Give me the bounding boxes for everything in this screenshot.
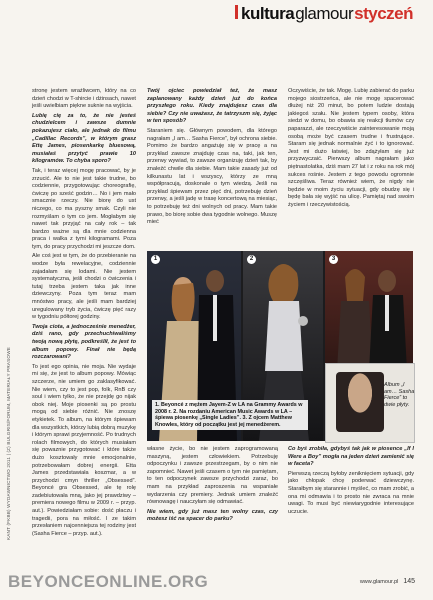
photo-with-father (325, 251, 413, 371)
header-month: styczeń (354, 4, 413, 23)
question-paragraph: Lubię cię za to, że nie jesteś chudzielcem i zawsze dumnie pokazujesz ciało, ale jednak do filmu „Cadillac Records”, w którym grasz Ettę James, piosenkarkę bluesową, musiałaś przytyć prawie 10 kilogramów. To chyba sporo? (32, 112, 136, 165)
answer-paragraph: To jest ego opinia, nie moja. Nie wydaje mi się, że jest to album popowy. Mówiąc szczerze, nie umiem go zaklasyfikować. Nie wiem, czy to jest pop, folk, RnB czy soul i wiem tylko, że nie przejdę go nijak obok niej. Moje piosenki są po prostu mogą od siebie różnić. Nie znoszę etykietek. To album, na którym śpiewam dla wszystkich, którzy lubią dobrą muzykę i którym sprawi przyjemność. Po trudnych rolach filmowych, do których musiałam się powaznie przygotować i które także dużo kosztowały mnie emocjonalnie, potrzebowałam dobrej energii. Etta James przedstawiała koszmar, a w przychodzi cmyn thriller „Obsessed”. Beyoncé gra Obsessed, ale tę rolę zadebiutowała mną, jako jej prawdziwy – premiera nowego filmu w 2009 r. – przyp. aut.). Powiedziałam sobie: dość płaczu i tragedii, pora na miłość. I ze takim przesłaniem najcenniejsza tej rodziny jest (Sasha Fierce – przyp. aut.). (32, 363, 136, 537)
photo-number-1: 1 (151, 255, 160, 264)
answer-paragraph: stronę jestem wrażliwcem, który na co dzień chodzi w T-shircie i dżinsach, nawet jeśli uwielbiam piękne suknie na wyjścia. (32, 88, 136, 110)
father-figure (325, 251, 413, 371)
side-credit: KANT (FKBB) WYDAWNICTWO 2011 | (Z) BULGRIS/FORUM, MATERIAŁY PRASOWE (6, 346, 11, 540)
article-column-2 (147, 88, 277, 229)
answer-paragraph: Pierwszą rzeczą byłoby zeniknięciem sytuacji, gdy jako chłopak chcę poderwać dziewczynę. Starałbym się starannie i myśleć, co mam zrobić, a ona mi odmawia i to prosto nie zwraca na mnie uwagi. To musi być niewiarygodnie interesujące uczucie. (288, 470, 414, 515)
question-paragraph: Twój ojciec powiedział też, że masz zaplanowany każdy dzień już do końca przyszłego roku. Kiedy znajdujesz czas dla siebie? Czy nie uważasz, że tatrzyszm się, żyjąc w ten sposób? (147, 88, 277, 125)
question-paragraph: Co byś zrobiła, gdybyś tak jak w piosence „If I Were a Boy” mogła na jeden dzień zamienić się w faceta? (288, 446, 414, 468)
watermark: BEYONCEONLINE.ORG (8, 572, 209, 591)
album-caption: Album „I am… Sasha Fierce” to dwie płyty. (384, 382, 415, 408)
answer-paragraph: własne życie, bo nie jestem zaprogramowaną maszyną, jestem człowiekiem. Potrzebuję odpoczynku i zawsze przestrzegam, by o nim nie zapomnieć. Nawet jeśli czasem o tym nie pamiętam, to ten odpoczynek zawsze przychodzi zaraz, bo mam na przykład zaproszenia na wspaniałe wydarzenia czy premiery. Jednak umiem znaleźć równowagę i nauczyłam się odmawiać. (147, 446, 278, 506)
album-cover (325, 363, 415, 443)
photo-number-2: 2 (247, 255, 256, 264)
question-paragraph: Nie wiem, gdy już masz ten wolny czas, czy możesz iść na spacer do parku? (147, 508, 278, 523)
answer-paragraph: Ale coś jest w tym, że do przebieranie na wodze była rewelacyjne, codziennie zajadałam się lodami. Nie jestem systematyczna, jeśli chodzi o ćwiczenia i tutaj trzeba jestem taka jak inne dziewczyny. Poza tym teraz mam mnóstwo pracy, ale jeśli mam bardziej uregulowany tryb życia, ćwiczę pięć razy w tygodniu półtorej godziny. (32, 253, 136, 321)
page-footer (360, 578, 415, 585)
photo-caption: 1. Beyoncé z mężem Jayem-Z w LA na Grammy Awards w 2008 r. 2. Na rozdaniu American Music Awards w LA – śpiewa piosenkę „Single Ladies”. 3. Z ojcem Matthew Knowles, który od początku jest jej menedżerem. (152, 400, 308, 430)
question-paragraph: Twoja ciota, a jednocześnie menedżer, dziś rano, gdy przechuchiwaliśmy twoją nową płytę, podkreślił, że jest to album popowy. Finał nie będą rozczarowani? (32, 323, 136, 361)
header-kultura: kultura (241, 4, 295, 23)
section-header (235, 4, 413, 30)
article-column-3-bottom (288, 446, 414, 518)
footer-url: www.glamour.pl (359, 579, 399, 585)
answer-paragraph: Staraniem się. Głównym powodem, dla którego nagrałam „I am… Sasha Fierce”, był ochrona siebie. Pomimo że bardzo angażuję się w pracę a na przykład zawsze znajduję czas na, taki, jak ten, przerwy wywiad, to zawsze organizuję dzień tak, by znaleźć chwile dla siebie. Mam takie zasady już od kilkunastu lat i wszyscy, którzy ze mną współpracują, doskonale o tym wiedzą. Jeśli na przykład śpiewam przez pięć dni, potrzebuję dzień przerwy, a jeśli jadę w trasę koncertową na miesiąc, to potrzebuję też dni wolnych od pracy. Mam takie prawo, bo biorę sobie dwa tygodnie wolnego. Muszę mieć (147, 127, 277, 226)
article-column-1 (32, 88, 136, 540)
article-column-2-bottom (147, 446, 278, 526)
page-number: 145 (403, 578, 415, 585)
photo-number-3: 3 (329, 255, 338, 264)
answer-paragraph: Tak, i teraz więcej mogę pracować, by je zrzucić. Ale to nie jest takie trudne, bo codziennie, przygotowując choreografię, ćwiczę po sześć godzin… No i jem mało smacznie rzeczy. Nie biorę do ust niczego, co ma pyszny smak. Czyli nie rozmyślam o tym co jem. Mogłabym się nawet tak przyjąć na cały rok – tak bardzo ważne są dla mnie codzienna praca i walka z tymi kilogramami. Poza tym, do pracy przychodzi mi jeszcze dom. (32, 167, 136, 250)
article-column-3 (288, 88, 414, 212)
album-portrait (336, 372, 384, 432)
answer-paragraph: Oczywiście, że tak. Mogę. Lubię zabierać do parku mojego siostrzeńca, ale nie mogę spacerować dłużej niż 20 minut, bo potem ludzie dostają jakiegoś szału. Nie jestem typem osoby, która siedzi w domu, bo obawia się reakcji tłumów czy paparazzi, ale rzeczywiście zainteresowanie moją osobą może być czasem trudne i frustrujące. Staram się jednak normalnie żyć i to ignorować. Jest mi dużo łatwiej, bo zdążyłam się już przyzwyczaić. Pierwszy album nagrałam jako piętnastolatka, dziś mam 27 lat i z roku na rok mój sukces rośnie. Jestem z tego powodu ogromnie szczęśliwa. Teraz również wiem, że nigdy nie będzie w moim życiu sytuacji, gdy obudzę się i będę bała się wyjść na ulicę. Pamiętaj nad swoim życiem i rzeczywistością. (288, 88, 414, 208)
header-glamour: glamour (295, 4, 354, 23)
header-accent-bar (235, 5, 238, 19)
